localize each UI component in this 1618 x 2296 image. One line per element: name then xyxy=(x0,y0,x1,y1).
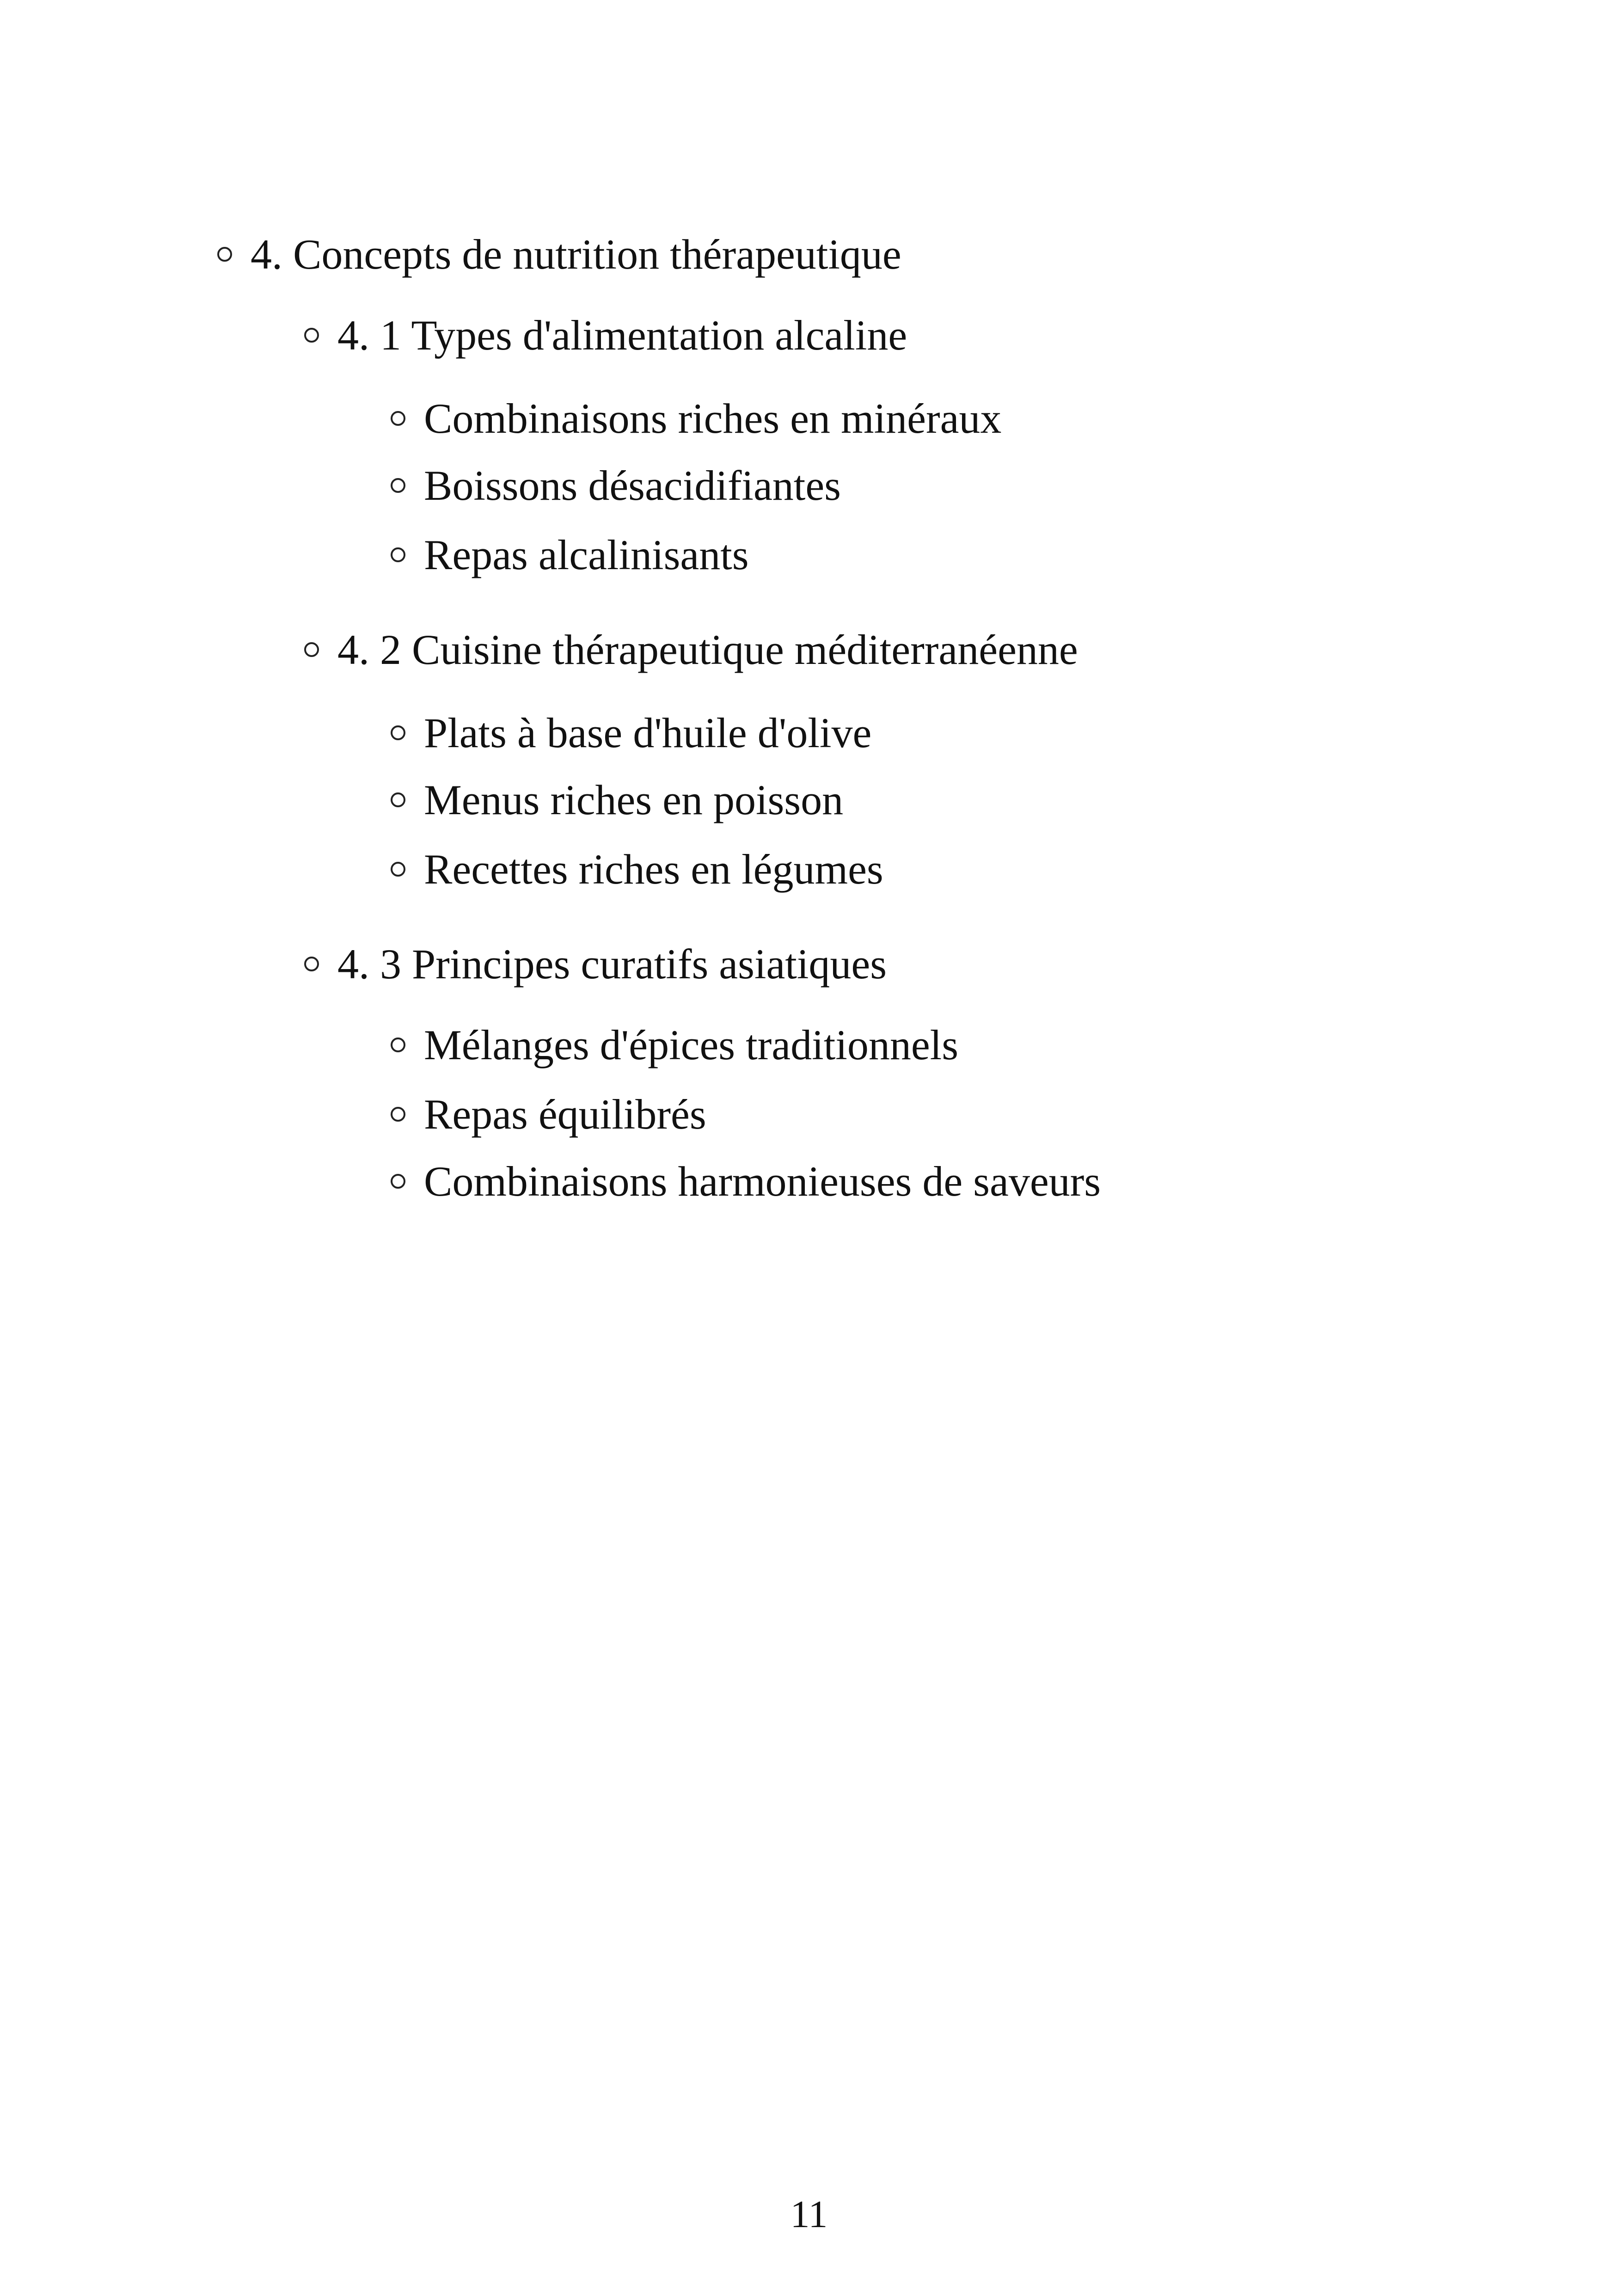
list-item xyxy=(391,844,883,895)
hollow-bullet-icon xyxy=(391,547,405,562)
hollow-bullet-icon xyxy=(304,642,319,657)
list-item xyxy=(391,774,843,825)
list-item xyxy=(391,1089,706,1140)
list-item-label: Repas alcalinisants xyxy=(424,531,749,578)
section-label: 4. Concepts de nutrition thérapeutique xyxy=(251,231,901,278)
page-number: 11 xyxy=(790,2193,828,2236)
list-item-label: Mélanges d'épices traditionnels xyxy=(424,1021,959,1068)
outline-subsection-4-3 xyxy=(304,939,887,989)
outline-subsection-4-1 xyxy=(304,310,907,361)
subsection-label: 4. 2 Cuisine thérapeutique méditerranéenne xyxy=(337,626,1078,673)
list-item-label: Combinaisons harmonieuses de saveurs xyxy=(424,1158,1101,1205)
list-item-label: Boissons désacidifiantes xyxy=(424,462,841,509)
hollow-bullet-icon xyxy=(391,862,405,877)
hollow-bullet-icon xyxy=(217,247,232,262)
list-item-label: Plats à base d'huile d'olive xyxy=(424,709,872,756)
list-item-label: Repas équilibrés xyxy=(424,1091,706,1138)
hollow-bullet-icon xyxy=(391,1174,405,1189)
hollow-bullet-icon xyxy=(391,478,405,493)
hollow-bullet-icon xyxy=(391,411,405,426)
hollow-bullet-icon xyxy=(391,792,405,807)
hollow-bullet-icon xyxy=(304,957,319,971)
subsection-label: 4. 1 Types d'alimentation alcaline xyxy=(337,312,907,359)
list-item xyxy=(391,393,1001,444)
hollow-bullet-icon xyxy=(391,1107,405,1122)
outline-section-4 xyxy=(217,229,901,280)
hollow-bullet-icon xyxy=(304,328,319,343)
hollow-bullet-icon xyxy=(391,1037,405,1052)
subsection-label: 4. 3 Principes curatifs asiatiques xyxy=(337,940,887,988)
list-item-label: Recettes riches en légumes xyxy=(424,846,883,893)
outline-subsection-4-2 xyxy=(304,624,1078,675)
list-item xyxy=(391,1019,958,1070)
list-item-label: Menus riches en poisson xyxy=(424,776,844,823)
list-item xyxy=(391,460,841,511)
list-item xyxy=(391,707,871,758)
list-item xyxy=(391,529,749,580)
list-item xyxy=(391,1156,1101,1207)
list-item-label: Combinaisons riches en minéraux xyxy=(424,395,1002,442)
hollow-bullet-icon xyxy=(391,725,405,740)
